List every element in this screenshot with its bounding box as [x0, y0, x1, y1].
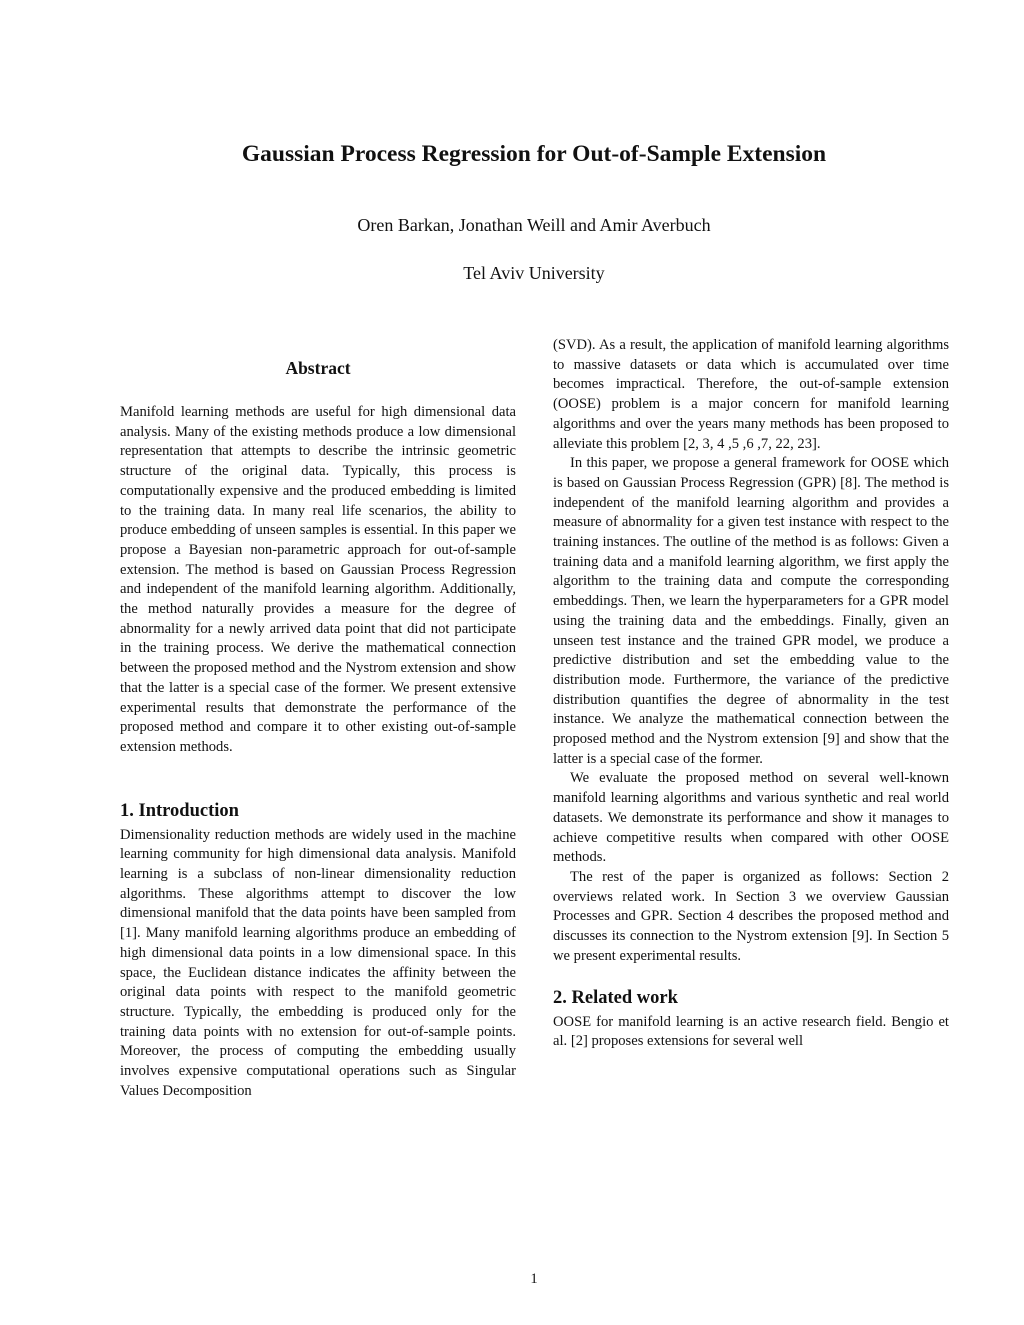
introduction-paragraph-1-continued: (SVD). As a result, the application of manifold learning algorithms to massive datasets or data which is accumulated over time becomes impractical. Therefore, the out-of-sample extension (OOSE) problem is a major concern for manifold learning algorithms and over the years many methods has been proposed to alleviate this problem [2, 3, 4 ,5 ,6 ,7, 22, 23]. [553, 337, 949, 452]
left-column [120, 356, 516, 1102]
related-work-text: OOSE for manifold learning is an active research field. Bengio et al. [2] proposes extensions for several well [553, 1013, 949, 1050]
introduction-heading: 1. Introduction [120, 800, 239, 821]
abstract-heading: Abstract [285, 358, 351, 378]
affiliation: Tel Aviv University [463, 263, 605, 283]
paper-title: Gaussian Process Regression for Out-of-Sample Extension [241, 141, 827, 167]
introduction-paragraph-2: In this paper, we propose a general framework for OOSE which is based on Gaussian Process Regression (GPR) [8]. The method is independent of the manifold learning algorithm and provides a measure of abnormality for a given test instance with respect to the training instances. The outline of the method is as follows: Given a training data and a manifold learning algorithm, we first apply the algorithm to the training data and compute the corresponding embeddings. Then, we learn the hyperparameters for a GPR model using the training data and the embeddings. Finally, given an unseen test instance and the trained GPR model, we produce a predictive distribution and set the embedding value to the distribution mode. Furthermore, the variance of the predictive distribution quantifies the degree of abnormality in the test instance. We analyze the mathematical connection between the proposed method and the Nystrom extension [9] and show that the latter is a special case of the former. [553, 455, 949, 767]
related-work-heading: 2. Related work [553, 987, 678, 1008]
abstract-text: Manifold learning methods are useful for high dimensional data analysis. Many of the existing methods produce a low dimensional representation that attempts to describe the intrinsic geometric structure of the original data. Typically, this process is computationally expensive and the produced embedding is limited to the training data. In many real life scenarios, the ability to produce embedding of unseen samples is essential. In this paper we propose a Bayesian non-parametric approach for out-of-sample extension. The method is based on Gaussian Process Regression and independent of the manifold learning algorithm. Additionally, the method naturally provides a measure for the degree of abnormality for a newly arrived data point that did not participate in the training process. We derive the mathematical connection between the proposed method and the Nystrom extension and show that the latter is a special case of the former. We present extensive experimental results that demonstrate the performance of the proposed method and compare it to other existing out-of-sample extension methods. [120, 404, 516, 755]
introduction-paragraph-3: We evaluate the proposed method on several well-known manifold learning algorithms and various synthetic and real world datasets. We demonstrate its performance and show it manages to achieve competitive results when compared with other OOSE methods. [553, 770, 949, 866]
introduction-paragraph-1: Dimensionality reduction methods are widely used in the machine learning community for high dimensional data analysis. Manifold learning is a subclass of non-linear dimensionality reduction algorithms. These algorithms attempt to discover the low dimensional manifold that the data points have been sampled from [1]. Many manifold learning algorithms produce an embedding of high dimensional data points in a low dimensional space. In this space, the Euclidean distance indicates the affinity between the original data points with respect to the manifold geometric structure. Typically, the embedding is produced only for the training data points with no extension for out-of-sample points. Moreover, the process of computing the embedding usually involves expensive computational operations such as Singular Values Decomposition [120, 826, 516, 1099]
page-number: 1 [530, 1271, 538, 1287]
author-list: Oren Barkan, Jonathan Weill and Amir Averbuch [357, 215, 711, 235]
right-column [553, 336, 949, 1052]
introduction-paragraph-4: The rest of the paper is organized as follows: Section 2 overviews related work. In Section 3 we overview Gaussian Processes and GPR. Section 4 describes the proposed method and discusses its connection to the Nystrom extension [9]. In Section 5 we present experimental results. [553, 868, 949, 964]
